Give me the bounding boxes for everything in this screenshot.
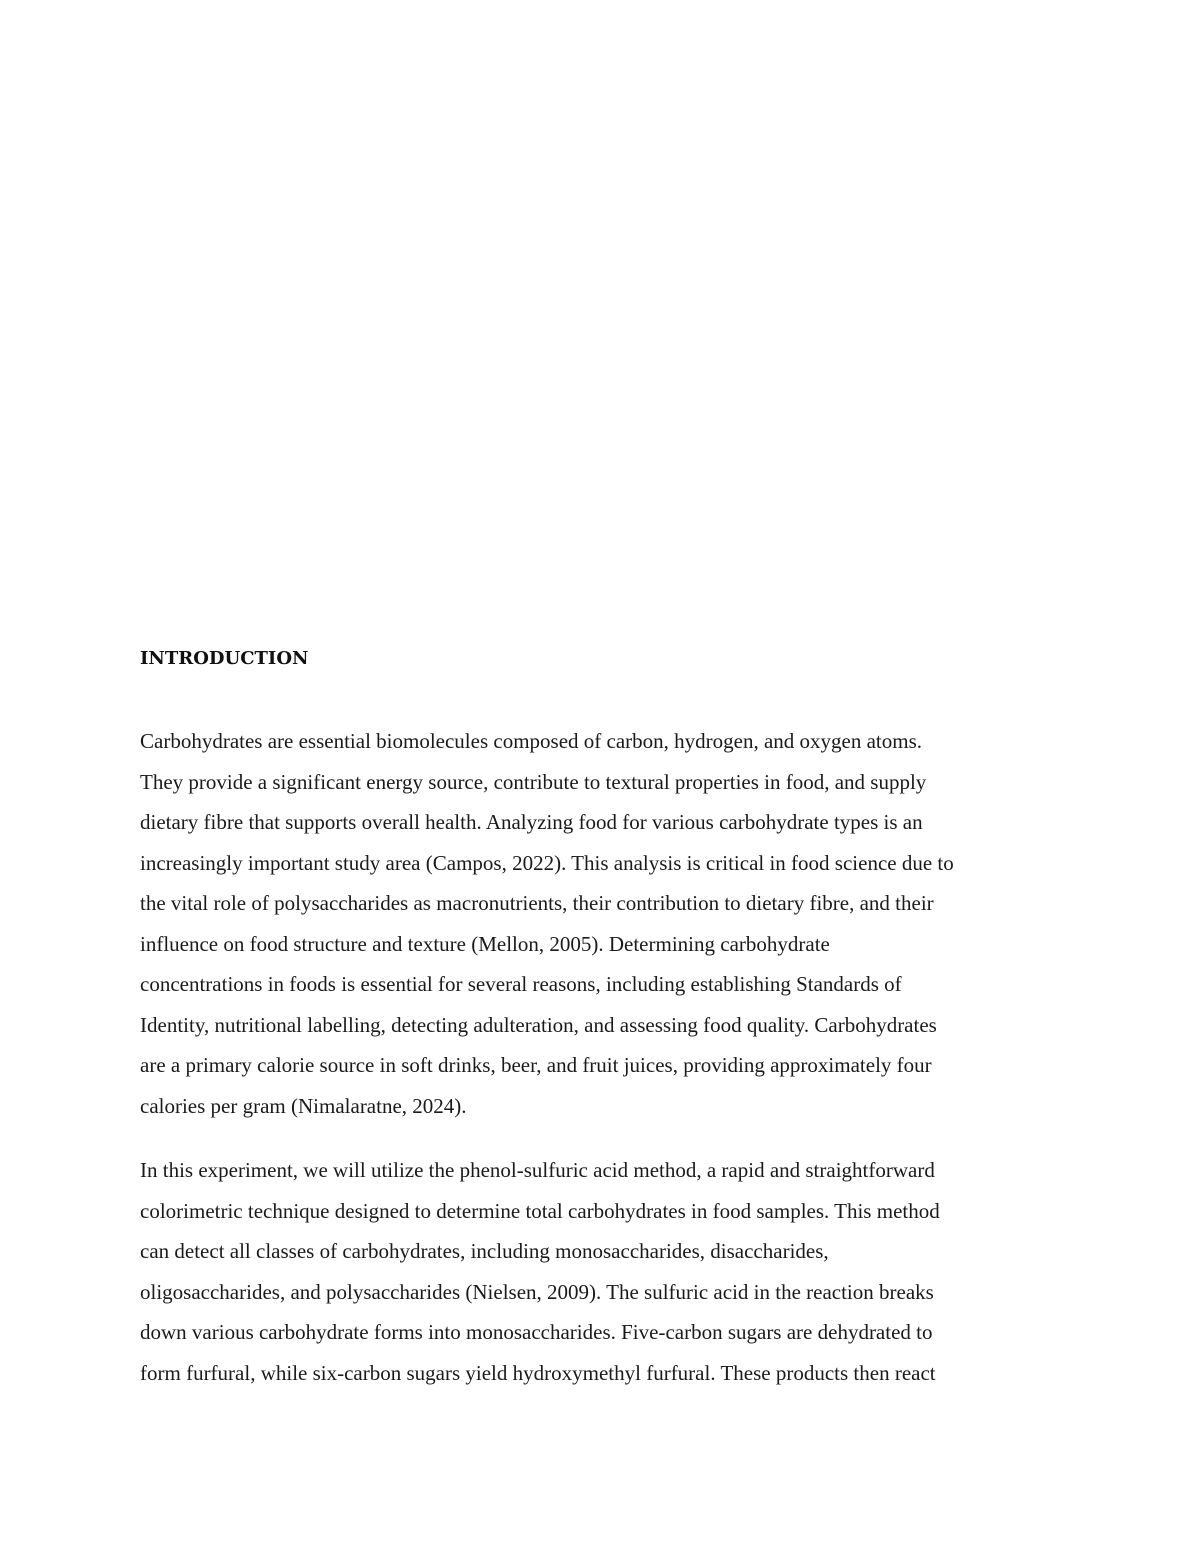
text-line: colorimetric technique designed to determine total carbohydrates in food samples. This method bbox=[140, 1198, 940, 1223]
text-line: the vital role of polysaccharides as macronutrients, their contribution to dietary fibre, and their bbox=[140, 891, 934, 915]
text-line: concentrations in foods is essential for several reasons, including establishing Standards of bbox=[140, 972, 902, 996]
text-line: are a primary calorie source in soft drinks, beer, and fruit juices, providing approximately four bbox=[140, 1053, 932, 1077]
paragraph-2 bbox=[140, 1150, 940, 1393]
text-line: form furfural, while six-carbon sugars yield hydroxymethyl furfural. These products then react bbox=[140, 1360, 936, 1385]
text-line: In this experiment, we will utilize the phenol-sulfuric acid method, a rapid and straightforward bbox=[140, 1158, 935, 1182]
text-line: They provide a significant energy source, contribute to textural properties in food, and supply bbox=[140, 769, 927, 794]
section-heading: INTRODUCTION bbox=[140, 648, 309, 669]
text-line: Carbohydrates are essential biomolecules composed of carbon, hydrogen, and oxygen atoms. bbox=[140, 729, 923, 753]
text-line: oligosaccharides, and polysaccharides (Nielsen, 2009). The sulfuric acid in the reaction breaks bbox=[140, 1279, 934, 1304]
text-line: increasingly important study area (Campos, 2022). This analysis is critical in food science due to bbox=[140, 850, 954, 875]
paragraph-1 bbox=[140, 721, 954, 1126]
text-line: down various carbohydrate forms into monosaccharides. Five-carbon sugars are dehydrated to bbox=[140, 1320, 933, 1344]
text-line: can detect all classes of carbohydrates, including monosaccharides, disaccharides, bbox=[140, 1239, 829, 1263]
text-line: calories per gram (Nimalaratne, 2024). bbox=[140, 1093, 467, 1118]
text-line: influence on food structure and texture (Mellon, 2005). Determining carbohydrate bbox=[140, 931, 830, 956]
text-line: dietary fibre that supports overall health. Analyzing food for various carbohydrate types is an bbox=[140, 810, 923, 834]
text-line: Identity, nutritional labelling, detecting adulteration, and assessing food quality. Carbohydrates bbox=[140, 1012, 937, 1037]
